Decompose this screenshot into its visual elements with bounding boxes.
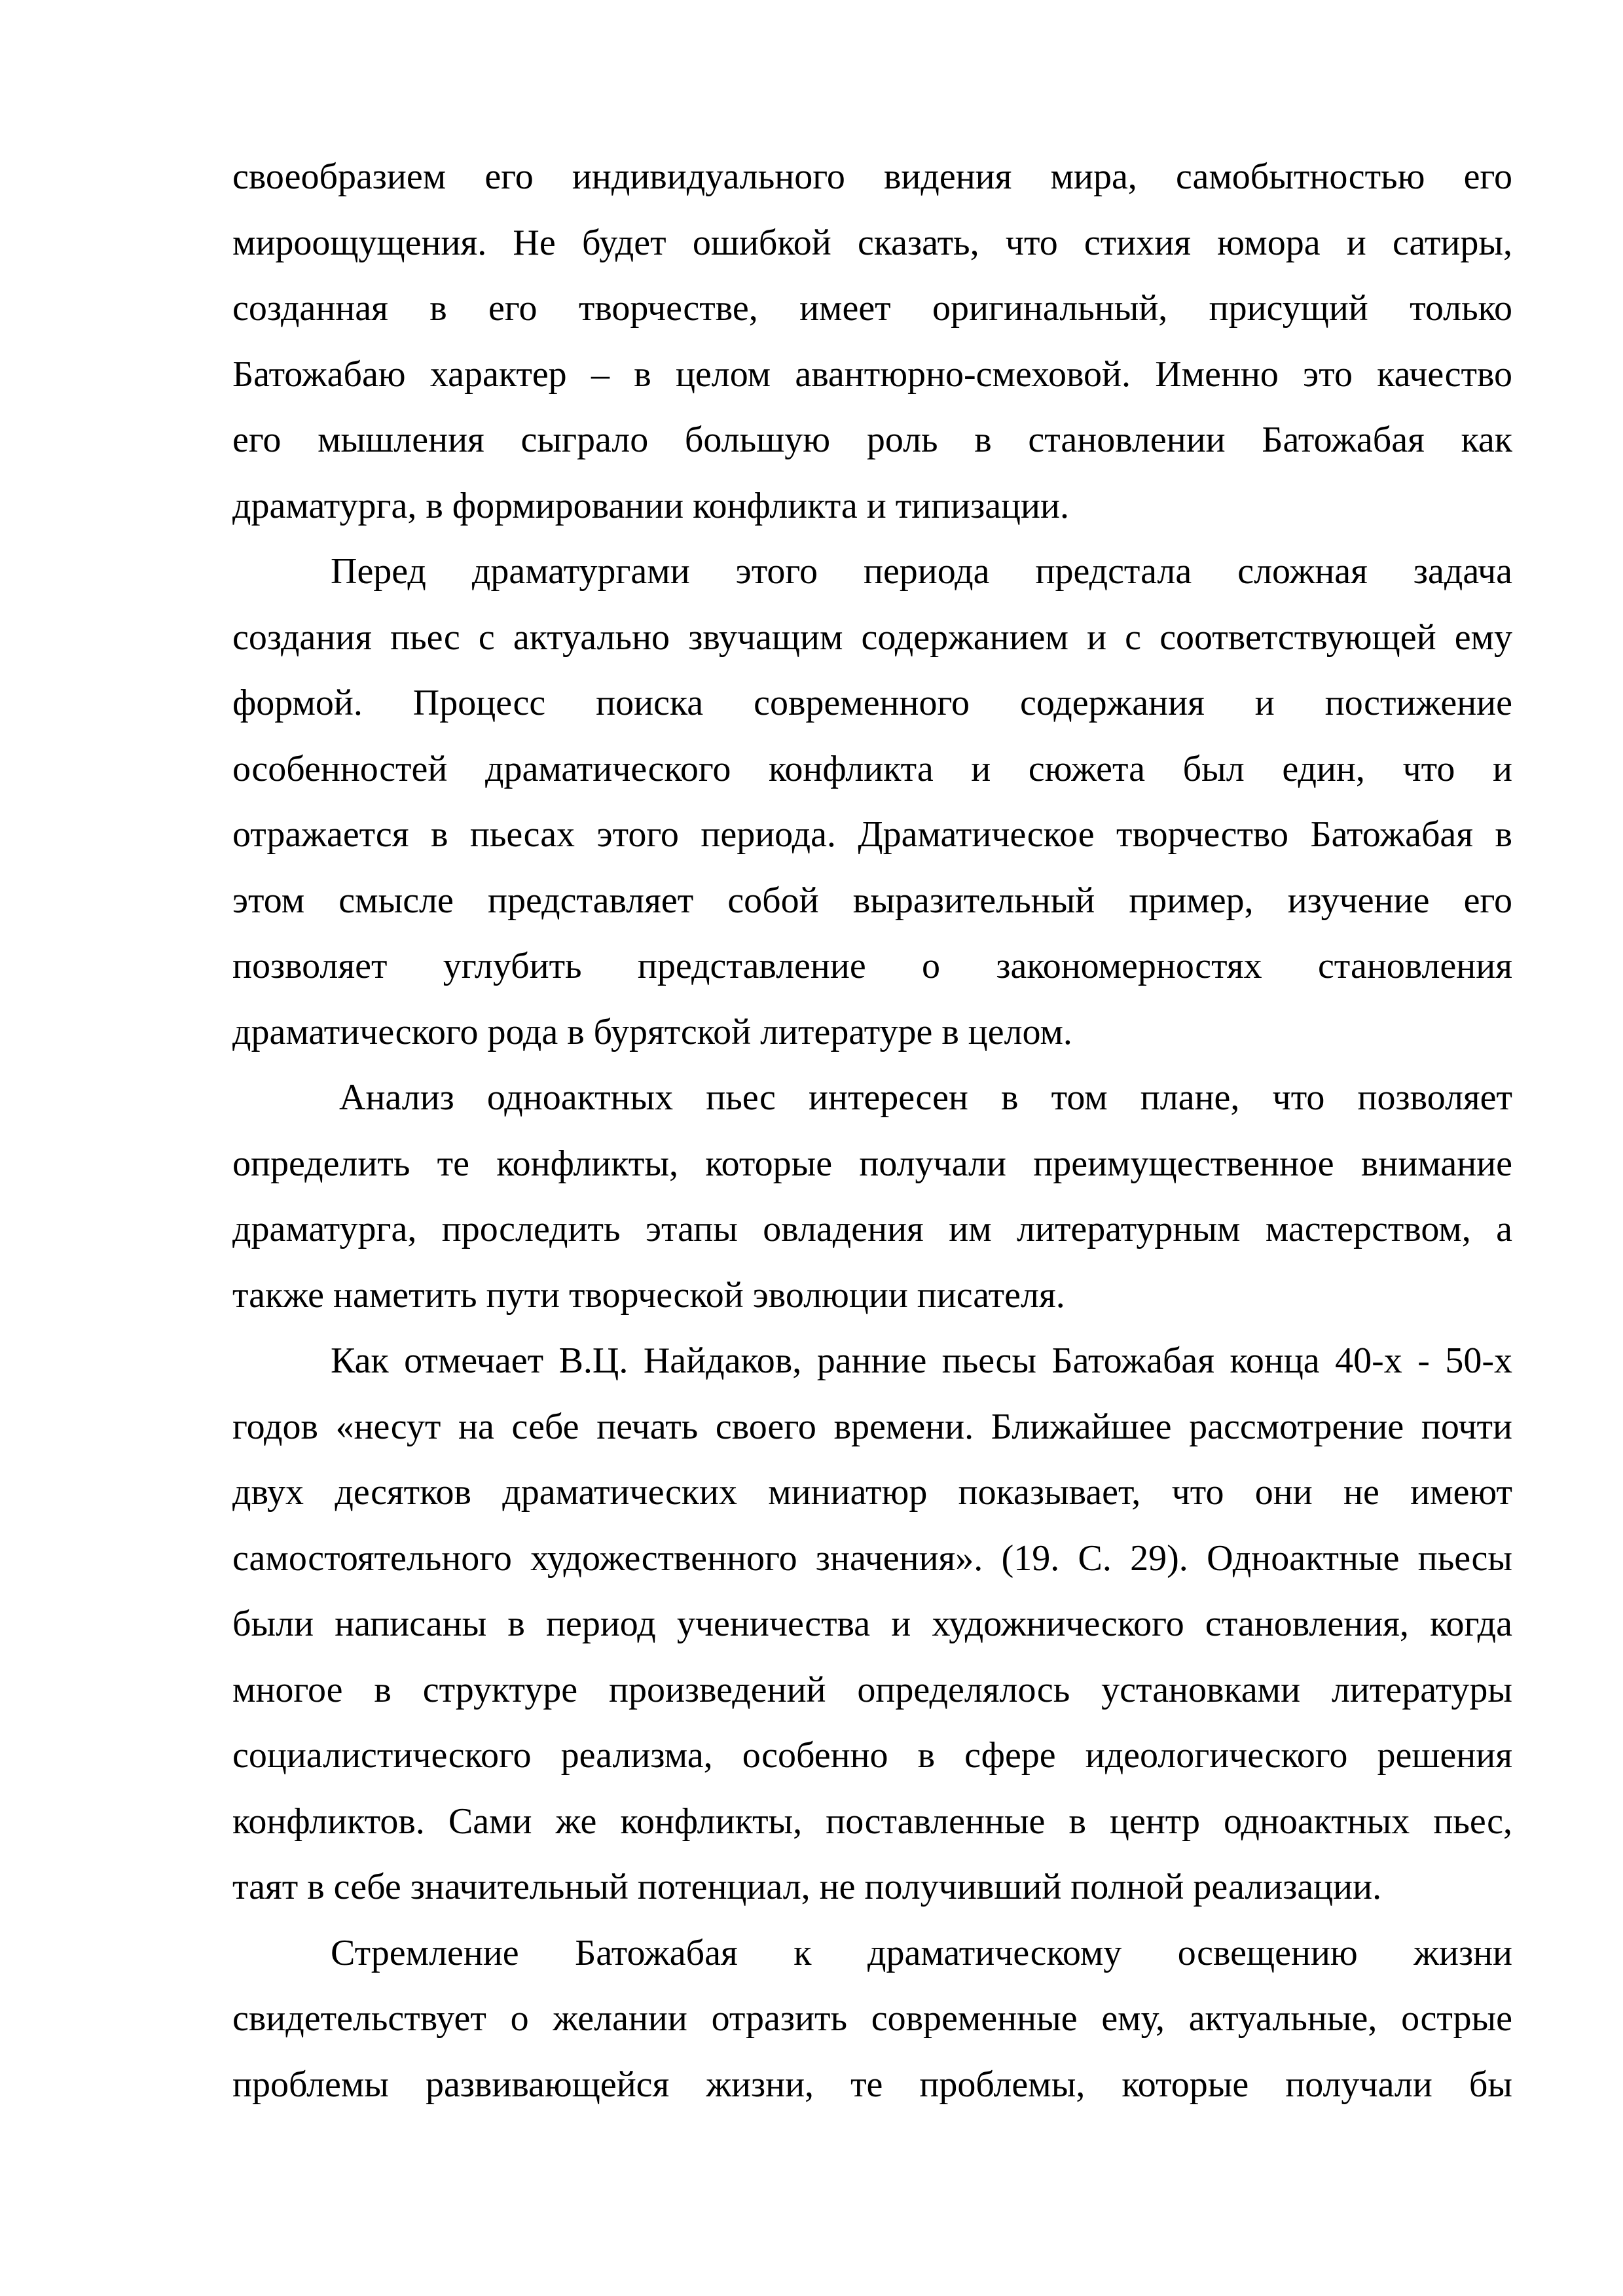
text-line: свидетельствует о желании отразить современные ему, актуальные, острые: [232, 1998, 1512, 2039]
document-page: [232, 144, 1512, 2117]
text-line: драматического рода в бурятской литературе в целом.: [232, 1011, 1072, 1052]
text-line: созданная в его творчестве, имеет оригинальный, присущий только: [232, 288, 1512, 329]
text-line: этом смысле представляет собой выразительный пример, изучение его: [232, 880, 1512, 921]
text-line: его мышления сыграло большую роль в становлении Батожабая как: [232, 420, 1512, 460]
text-line: двух десятков драматических миниатюр показывает, что они не имеют: [232, 1472, 1512, 1513]
text-line: создания пьес с актуально звучащим содержанием и с соответствующей ему: [232, 617, 1512, 658]
text-line: Стремление Батожабая к драматическому освещению жизни: [331, 1932, 1512, 1973]
text-line: таят в себе значительный потенциал, не получивший полной реализации.: [232, 1867, 1382, 1907]
text-line: позволяет углубить представление о закономерностях становления: [232, 946, 1512, 986]
text-line: годов «несут на себе печать своего времени. Ближайшее рассмотрение почти: [232, 1406, 1512, 1447]
paragraph-5: [232, 1920, 1512, 2118]
text-line: Перед драматургами этого периода предстала сложная задача: [331, 551, 1512, 592]
paragraph-1: [232, 144, 1512, 539]
paragraph-2: [232, 539, 1512, 1065]
text-line: отражается в пьесах этого периода. Драматическое творчество Батожабая в: [232, 814, 1512, 855]
text-line: определить те конфликты, которые получали преимущественное внимание: [232, 1143, 1512, 1184]
text-line: Анализ одноактных пьес интересен в том плане, что позволяет: [339, 1077, 1512, 1118]
text-line: конфликтов. Сами же конфликты, поставленные в центр одноактных пьес,: [232, 1801, 1512, 1842]
paragraph-4: [232, 1328, 1512, 1920]
text-line: драматурга, в формировании конфликта и типизации.: [232, 485, 1069, 526]
text-line: социалистического реализма, особенно в сфере идеологического решения: [232, 1735, 1512, 1776]
text-line: также наметить пути творческой эволюции писателя.: [232, 1274, 1065, 1316]
text-line: особенностей драматического конфликта и сюжета был един, что и: [232, 748, 1512, 789]
text-line: формой. Процесс поиска современного содержания и постижение: [232, 683, 1512, 723]
text-line: своеобразием его индивидуального видения мира, самобытностью его: [232, 156, 1512, 197]
text-line: проблемы развивающейся жизни, те проблемы, которые получали бы: [232, 2064, 1512, 2105]
text-line: самостоятельного художественного значения». (19. С. 29). Одноактные пьесы: [232, 1537, 1512, 1579]
text-line: многое в структуре произведений определялось установками литературы: [232, 1669, 1512, 1710]
paragraph-3: [232, 1065, 1512, 1328]
text-line: Батожабаю характер – в целом авантюрно-смеховой. Именно это качество: [232, 353, 1512, 395]
text-line: драматурга, проследить этапы овладения им литературным мастерством, а: [232, 1209, 1512, 1249]
text-line: мироощущения. Не будет ошибкой сказать, что стихия юмора и сатиры,: [232, 222, 1512, 263]
text-line: были написаны в период ученичества и художнического становления, когда: [232, 1604, 1512, 1644]
text-line: Как отмечает В.Ц. Найдаков, ранние пьесы Батожабая конца 40-х - 50-х: [331, 1340, 1512, 1381]
